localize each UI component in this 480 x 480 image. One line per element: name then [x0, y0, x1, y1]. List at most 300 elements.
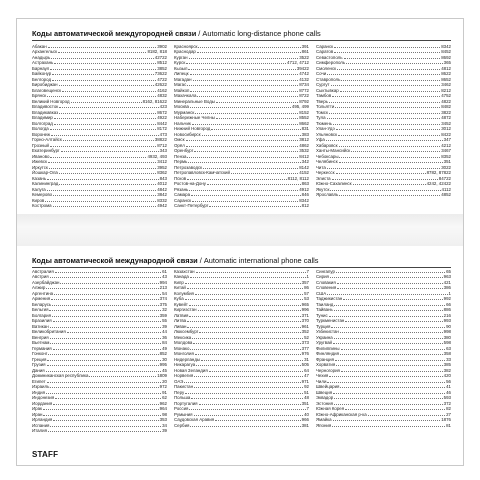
- dot-leader: [53, 417, 158, 422]
- dot-leader: [343, 296, 442, 301]
- dial-code: 8352: [441, 153, 451, 159]
- dial-code: 62: [162, 395, 167, 400]
- place-name: ОАЭ: [174, 378, 184, 384]
- place-name: Латвия: [174, 312, 189, 318]
- dial-code: 966: [301, 417, 309, 422]
- dial-code: 63: [446, 345, 451, 351]
- dot-leader: [47, 175, 159, 180]
- place-name: Благовещенск: [32, 87, 62, 93]
- dot-leader: [54, 290, 161, 295]
- dial-code: 216: [443, 312, 451, 318]
- place-name: Чехия: [316, 373, 329, 378]
- dot-leader: [334, 400, 443, 405]
- dot-leader: [332, 93, 440, 98]
- place-name: Тунис: [316, 312, 328, 318]
- dot-leader: [327, 115, 441, 120]
- dot-leader: [50, 422, 161, 427]
- dot-leader: [329, 373, 442, 378]
- place-name: Екатеринбург: [32, 148, 60, 153]
- dial-code: 92: [304, 384, 309, 389]
- place-name: Курган: [174, 54, 188, 60]
- dial-code: 8512: [157, 60, 167, 65]
- dial-code: 8782, 87822: [426, 170, 451, 175]
- dot-leader: [52, 301, 158, 306]
- dot-leader: [50, 274, 161, 279]
- dot-leader: [231, 170, 298, 175]
- dial-code: 40: [304, 411, 309, 417]
- place-name: Белгород: [32, 76, 52, 82]
- code-row: [32, 428, 167, 434]
- place-name: Рязань: [174, 186, 189, 192]
- place-name: Тюмень: [316, 120, 332, 126]
- dial-code: 4832: [157, 93, 167, 98]
- dot-leader: [339, 142, 441, 147]
- place-name: Тольятти: [316, 104, 335, 109]
- dot-leader: [59, 109, 156, 114]
- dial-code: 358: [443, 351, 451, 356]
- place-name: Греция: [32, 356, 47, 362]
- place-name: Оренбург: [174, 148, 194, 153]
- dial-code: 8442: [157, 120, 167, 126]
- dot-leader: [48, 351, 158, 356]
- dial-code: 863: [301, 181, 309, 186]
- place-name: Грозный: [32, 142, 50, 148]
- dial-code: 4932, 493: [147, 153, 167, 159]
- dot-leader: [351, 148, 440, 153]
- place-name: Анадырь: [32, 54, 51, 60]
- dot-leader: [52, 71, 154, 76]
- dial-code: 39422: [296, 65, 309, 71]
- dot-leader: [196, 268, 306, 273]
- place-name: Украина: [316, 334, 333, 340]
- dial-code: 3022: [441, 164, 451, 170]
- dial-code: 73622: [154, 71, 167, 76]
- code-row: [316, 422, 451, 428]
- dot-leader: [71, 98, 142, 103]
- place-name: Пенза: [174, 153, 187, 159]
- dot-leader: [334, 334, 443, 339]
- place-name: Новосибирск: [174, 131, 201, 137]
- dot-leader: [193, 340, 300, 345]
- dial-code: 365: [443, 60, 451, 65]
- dial-code: 352: [301, 329, 309, 334]
- place-name: Пакистан: [174, 384, 193, 389]
- dial-code: 1876: [441, 417, 451, 422]
- dial-code: 4912: [299, 186, 309, 192]
- dial-code: 495, 499: [291, 104, 309, 109]
- place-name: Чебоксары: [316, 153, 339, 159]
- dial-code: 992: [443, 296, 451, 301]
- dial-code: 4212: [441, 142, 451, 148]
- place-name: Уфа: [316, 137, 325, 142]
- dot-leader: [54, 60, 156, 65]
- place-name: Майкоп: [174, 87, 190, 93]
- dial-code: 965: [301, 301, 309, 307]
- dial-code: 972: [159, 384, 167, 389]
- place-name: Саранск: [174, 197, 192, 203]
- dot-leader: [198, 307, 301, 312]
- dial-code: 373: [301, 340, 309, 345]
- dot-leader: [191, 192, 301, 197]
- dot-leader: [48, 428, 161, 433]
- place-name: Индонезия: [32, 395, 55, 400]
- place-name: Краснодар: [174, 49, 196, 54]
- place-name: Черкесск: [316, 170, 335, 175]
- dial-code: 4162: [157, 87, 167, 93]
- dot-leader: [50, 384, 158, 389]
- dot-leader: [216, 115, 298, 120]
- place-name: Алжир: [32, 285, 46, 290]
- dot-leader: [195, 290, 303, 295]
- dot-leader: [48, 43, 157, 48]
- dot-leader: [53, 192, 156, 197]
- place-name: Севастополь: [316, 54, 343, 60]
- dial-code: 375: [159, 301, 167, 307]
- dial-code: 3822: [441, 109, 451, 115]
- place-name: Саратов: [316, 49, 334, 54]
- dial-code: 993: [443, 318, 451, 323]
- dot-leader: [58, 49, 146, 54]
- dial-code: 964: [159, 406, 167, 411]
- place-name: Иваново: [32, 153, 50, 159]
- place-name: Сирия: [316, 274, 329, 279]
- dial-code: 4752: [441, 93, 451, 98]
- dot-leader: [194, 148, 298, 153]
- dial-code: 1: [306, 274, 309, 279]
- dial-code: 383: [301, 131, 309, 137]
- place-name: Хорватия: [316, 362, 336, 367]
- place-name: Саудовская Аравия: [174, 417, 215, 422]
- code-column: [174, 268, 309, 433]
- dial-code: 20: [162, 378, 167, 384]
- dot-leader: [186, 60, 286, 65]
- dot-leader: [59, 181, 156, 186]
- dial-code: 995: [159, 362, 167, 367]
- long-distance-code-table: [32, 43, 451, 208]
- dot-leader: [326, 137, 443, 142]
- dial-code: 84: [162, 340, 167, 345]
- dial-code: 4132: [299, 76, 309, 82]
- place-name: Бельгия: [32, 307, 49, 312]
- dial-code: 473: [159, 131, 167, 137]
- dial-code: 8734: [299, 82, 309, 87]
- dot-leader: [55, 268, 161, 273]
- dot-leader: [346, 60, 443, 65]
- dial-code: 61: [162, 268, 167, 274]
- place-name: США: [316, 290, 327, 296]
- dial-code: 8722: [299, 93, 309, 98]
- dot-leader: [209, 367, 303, 372]
- dial-code: 3467: [441, 148, 451, 153]
- dial-code: 34: [162, 422, 167, 428]
- dot-leader: [53, 318, 162, 323]
- place-name: Индия: [32, 389, 45, 395]
- place-name: Иордания: [32, 400, 53, 406]
- place-name: Сербия: [174, 422, 190, 428]
- place-name: Россия: [174, 406, 189, 411]
- dot-leader: [187, 153, 298, 158]
- dot-leader: [192, 197, 298, 202]
- dot-leader: [336, 170, 426, 175]
- dial-code: 66: [446, 301, 451, 307]
- dial-code: 3012: [441, 126, 451, 131]
- dot-leader: [340, 384, 445, 389]
- dial-code: 8692: [441, 54, 451, 60]
- dot-leader: [51, 54, 154, 59]
- dial-code: 3452: [441, 120, 451, 126]
- place-name: Тамбов: [316, 93, 332, 98]
- dial-code: 54: [162, 290, 167, 296]
- place-name: Ижевск: [32, 159, 47, 164]
- place-name: Томск: [316, 109, 328, 115]
- dot-leader: [334, 49, 440, 54]
- place-name: Омск: [174, 137, 185, 142]
- place-name: Никарагуа: [174, 362, 196, 367]
- dial-code: 381: [301, 422, 309, 428]
- dot-leader: [341, 367, 443, 372]
- dot-leader: [327, 164, 440, 169]
- dot-leader: [45, 197, 156, 202]
- code-row: [316, 192, 451, 198]
- dial-code: 4242, 42422: [426, 181, 451, 186]
- place-name: Санкт-Петербург: [174, 203, 209, 208]
- place-name: Ярославль: [316, 192, 339, 197]
- dot-leader: [216, 98, 298, 103]
- dial-code: 52: [304, 334, 309, 340]
- dial-code: 56: [446, 378, 451, 384]
- place-name: Ирак: [32, 406, 42, 411]
- place-name: Франция: [316, 356, 334, 362]
- dial-code: 82: [446, 406, 451, 411]
- dot-leader: [209, 203, 300, 208]
- dot-leader: [50, 323, 161, 328]
- dial-code: 353: [159, 417, 167, 422]
- dial-code: 8362: [157, 170, 167, 175]
- dial-code: 98: [162, 411, 167, 417]
- place-name: Южно-Африканская р-ка: [316, 411, 367, 417]
- dial-code: 8672: [157, 109, 167, 115]
- place-name: Швеция: [316, 389, 333, 395]
- dial-code: 4822: [441, 98, 451, 104]
- dot-leader: [191, 395, 303, 400]
- code-column: [32, 268, 167, 433]
- dot-leader: [43, 406, 159, 411]
- place-name: Куба: [174, 296, 184, 301]
- dial-code: 38822: [154, 137, 167, 142]
- dot-leader: [190, 274, 306, 279]
- dot-leader: [187, 82, 298, 87]
- dot-leader: [50, 65, 156, 70]
- dial-code: 886: [443, 307, 451, 312]
- dial-code: 4812: [441, 65, 451, 71]
- dial-code: 4112: [441, 186, 451, 192]
- dial-code: 86: [304, 285, 309, 290]
- dial-code: 8772: [299, 87, 309, 93]
- dial-code: 3532: [299, 148, 309, 153]
- dot-leader: [47, 356, 161, 361]
- place-name: Горно-Алтайск: [32, 137, 62, 142]
- place-name: Липецк: [174, 71, 189, 76]
- dot-leader: [89, 373, 156, 378]
- place-name: Уругвай: [316, 340, 332, 345]
- place-name: Хабаровск: [316, 142, 338, 148]
- dial-code: 45: [162, 367, 167, 373]
- place-name: Израиль: [32, 384, 50, 389]
- code-column: [316, 43, 451, 208]
- dot-leader: [59, 82, 154, 87]
- place-name: Воронеж: [32, 131, 51, 137]
- place-name: Кемерово: [32, 192, 53, 197]
- place-name: Чили: [316, 378, 327, 384]
- dot-leader: [47, 186, 157, 191]
- dot-leader: [331, 323, 445, 328]
- dial-code: 42722: [154, 54, 167, 60]
- place-name: Смоленск: [316, 65, 337, 71]
- dial-code: 8212: [441, 87, 451, 93]
- place-name: Улан-Удэ: [316, 126, 335, 131]
- dial-code: 386: [443, 285, 451, 290]
- dial-code: 852: [159, 351, 167, 356]
- place-name: Нидерланды: [174, 356, 201, 362]
- dot-leader: [327, 290, 447, 295]
- place-name: Элиста: [316, 175, 331, 181]
- dial-code: 4852: [441, 192, 451, 197]
- dot-leader: [193, 76, 299, 81]
- place-name: Доминиканская республика: [32, 373, 89, 378]
- place-name: Калининград: [32, 181, 59, 186]
- place-name: Минеральные Воды: [174, 98, 215, 104]
- dial-code: 359: [159, 312, 167, 318]
- place-name: Набережные Челны: [174, 115, 215, 120]
- dot-leader: [337, 279, 443, 284]
- dot-leader: [187, 318, 301, 323]
- dial-code: 8112, 8112: [287, 175, 309, 181]
- place-name: Владимир: [32, 115, 53, 120]
- place-name: Китай: [174, 285, 186, 290]
- dial-code: 351: [443, 159, 451, 164]
- dial-code: 371: [301, 312, 309, 318]
- dot-leader: [186, 142, 298, 147]
- dial-code: 7: [306, 268, 309, 274]
- place-name: Петропавловск-Камчатский: [174, 170, 230, 175]
- place-name: Аргентина: [32, 290, 54, 296]
- code-row: [32, 203, 167, 209]
- dial-code: 91: [162, 389, 167, 395]
- dot-leader: [52, 76, 156, 81]
- dial-code: 343: [159, 148, 167, 153]
- dial-code: 39: [162, 428, 167, 433]
- place-name: Сингапур: [316, 268, 335, 274]
- dot-leader: [189, 312, 300, 317]
- dot-leader: [184, 378, 300, 383]
- dial-code: 8422: [441, 131, 451, 137]
- dial-code: 3812: [299, 137, 309, 142]
- dot-leader: [199, 400, 301, 405]
- place-name: Махачкала: [174, 93, 197, 98]
- dial-code: 961: [301, 323, 309, 329]
- place-name: Магас: [174, 82, 187, 87]
- place-name: Орёл: [174, 142, 185, 148]
- place-name: Биробиджан: [32, 82, 58, 87]
- place-name: Йошкар-Ола: [32, 170, 58, 175]
- dial-code: 48: [304, 395, 309, 400]
- dot-leader: [345, 406, 445, 411]
- place-name: Бразилия: [32, 318, 52, 323]
- dial-code: 8332: [157, 197, 167, 203]
- dot-leader: [53, 400, 158, 405]
- page-fold: [16, 214, 464, 246]
- place-name: Египет: [32, 378, 46, 384]
- dot-leader: [339, 153, 440, 158]
- dot-leader: [330, 274, 443, 279]
- place-name: Кострома: [32, 203, 52, 208]
- dot-leader: [195, 109, 298, 114]
- dial-code: 213: [159, 285, 167, 290]
- place-name: Ирландия: [32, 417, 53, 422]
- dial-code: 81: [446, 422, 451, 428]
- dot-leader: [199, 329, 300, 334]
- dot-leader: [340, 351, 443, 356]
- place-name: Узбекистан: [316, 329, 339, 334]
- dot-leader: [338, 131, 440, 136]
- place-name: Тайвань: [316, 307, 333, 312]
- place-name: Барнаул: [32, 65, 50, 71]
- place-name: Чита: [316, 164, 326, 170]
- dot-leader: [54, 115, 156, 120]
- dial-code: 3902: [157, 43, 167, 49]
- brand-logo: STAFF: [32, 450, 59, 459]
- dot-leader: [185, 296, 303, 301]
- dot-leader: [197, 49, 301, 54]
- place-name: Иркутск: [32, 164, 48, 170]
- place-name: Вологда: [32, 126, 49, 131]
- dot-leader: [50, 142, 156, 147]
- dot-leader: [353, 181, 426, 186]
- dot-leader: [190, 104, 291, 109]
- dot-leader: [203, 164, 298, 169]
- place-name: Перу: [174, 389, 185, 395]
- place-name: Португалия: [174, 400, 198, 406]
- dial-code: 57: [304, 290, 309, 296]
- dial-code: 8622: [441, 71, 451, 76]
- dial-code: 53: [304, 296, 309, 301]
- dot-leader: [334, 43, 440, 48]
- place-name: Кувейт: [174, 301, 188, 307]
- dot-leader: [194, 411, 304, 416]
- international-title: Коды автоматической международной связи: [32, 256, 198, 265]
- place-name: Монако: [174, 345, 190, 351]
- dot-leader: [334, 301, 445, 306]
- dot-leader: [49, 307, 161, 312]
- dot-leader: [196, 362, 301, 367]
- dot-leader: [331, 82, 441, 87]
- dial-code: 8652: [441, 76, 451, 82]
- dot-leader: [341, 76, 440, 81]
- dial-code: 27: [446, 411, 451, 417]
- place-name: Люксембург: [174, 329, 199, 334]
- international-header: [32, 256, 451, 268]
- dial-code: 8552: [299, 115, 309, 120]
- dial-code: 42622: [154, 82, 167, 87]
- place-name: Абакан: [32, 43, 47, 49]
- international-subtitle: / Automatic international phone calls: [197, 256, 319, 265]
- dot-leader: [189, 54, 299, 59]
- dot-leader: [51, 296, 159, 301]
- place-name: Южно-Сахалинск: [316, 181, 352, 186]
- code-column: [316, 268, 451, 433]
- dot-leader: [189, 301, 301, 306]
- dot-leader: [53, 345, 161, 350]
